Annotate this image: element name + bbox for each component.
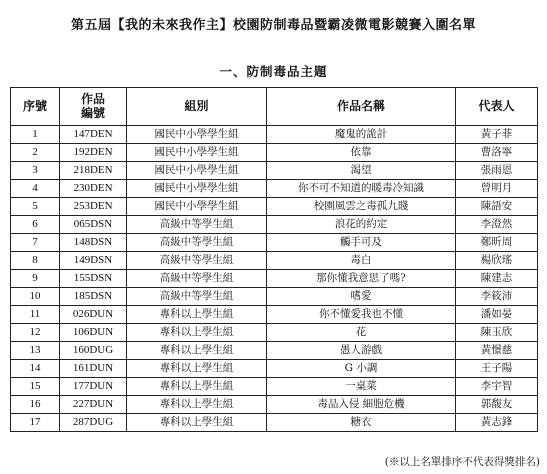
row-work-code: 148DSN [60, 234, 127, 252]
row-work-title: 觸手可及 [267, 234, 456, 252]
row-work-code: 149DSN [60, 252, 127, 270]
row-work-title: 花 [267, 324, 456, 342]
header-work-title: 作品名稱 [267, 88, 456, 126]
row-serial-number: 1 [11, 126, 60, 144]
row-representative: 潘如晏 [456, 306, 538, 324]
table-row [11, 234, 538, 252]
table-row [11, 126, 538, 144]
row-work-title: 糖衣 [267, 414, 456, 432]
row-work-title: 一桌菜 [267, 378, 456, 396]
row-serial-number: 11 [11, 306, 60, 324]
row-representative: 陳建志 [456, 270, 538, 288]
row-serial-number: 10 [11, 288, 60, 306]
row-group: 專科以上學生組 [127, 324, 267, 342]
row-work-title: 校園風雲之毒孤九賤 [267, 198, 456, 216]
row-work-code: 147DEN [60, 126, 127, 144]
row-serial-number: 12 [11, 324, 60, 342]
row-serial-number: 6 [11, 216, 60, 234]
row-group: 高級中等學生組 [127, 288, 267, 306]
row-work-code: 026DUN [60, 306, 127, 324]
row-work-code: 253DEN [60, 198, 127, 216]
table-row [11, 396, 538, 414]
section-title: 一、防制毒品主題 [219, 64, 328, 79]
row-work-title: 愚人游戲 [267, 342, 456, 360]
row-work-title: 那你懂我意思了嗎? [267, 270, 456, 288]
row-representative: 王子陽 [456, 360, 538, 378]
row-work-title: 毒品入侵 細胞危機 [267, 396, 456, 414]
table-row [11, 342, 538, 360]
header-work-code: 作品 編號 [60, 88, 127, 126]
table-row [11, 306, 538, 324]
row-work-title: 浪花的約定 [267, 216, 456, 234]
row-work-title: 你不懂愛我也不懂 [267, 306, 456, 324]
table-header [11, 88, 538, 126]
row-representative: 曾明月 [456, 180, 538, 198]
table-row [11, 288, 538, 306]
row-work-code: 218DEN [60, 162, 127, 180]
row-representative: 陳語安 [456, 198, 538, 216]
row-serial-number: 7 [11, 234, 60, 252]
row-representative: 曹洛寧 [456, 144, 538, 162]
table-row [11, 216, 538, 234]
row-work-code: 160DUG [60, 342, 127, 360]
row-representative: 李澄然 [456, 216, 538, 234]
header-representative: 代表人 [456, 88, 538, 126]
row-serial-number: 8 [11, 252, 60, 270]
table-body [11, 126, 538, 432]
row-representative: 陳玉欣 [456, 324, 538, 342]
row-work-code: 177DUN [60, 378, 127, 396]
finalist-table [10, 87, 538, 432]
row-representative: 黃子菲 [456, 126, 538, 144]
row-serial-number: 2 [11, 144, 60, 162]
row-serial-number: 17 [11, 414, 60, 432]
row-work-code: 192DEN [60, 144, 127, 162]
row-work-code: 227DUN [60, 396, 127, 414]
row-work-title: 毒白 [267, 252, 456, 270]
row-work-code: 185DSN [60, 288, 127, 306]
row-work-code: 155DSN [60, 270, 127, 288]
row-work-title: 你不可不知道的暖毒冷知識 [267, 180, 456, 198]
row-representative: 郭馥友 [456, 396, 538, 414]
row-group: 國民中小學學生組 [127, 126, 267, 144]
document-title: 第五屆【我的未來我作主】校園防制毒品暨霸凌微電影競賽入圍名單 [70, 18, 476, 33]
row-representative: 張雨恩 [456, 162, 538, 180]
row-work-title: 嗜愛 [267, 288, 456, 306]
row-group: 高級中等學生組 [127, 252, 267, 270]
row-group: 國民中小學學生組 [127, 162, 267, 180]
row-group: 專科以上學生組 [127, 414, 267, 432]
row-representative: 李筱沛 [456, 288, 538, 306]
row-work-title: 依靠 [267, 144, 456, 162]
table-row [11, 270, 538, 288]
row-serial-number: 3 [11, 162, 60, 180]
header-group: 組別 [127, 88, 267, 126]
row-group: 專科以上學生組 [127, 396, 267, 414]
table-row [11, 180, 538, 198]
row-group: 專科以上學生組 [127, 342, 267, 360]
row-serial-number: 15 [11, 378, 60, 396]
row-group: 高級中等學生組 [127, 234, 267, 252]
row-group: 國民中小學學生組 [127, 144, 267, 162]
table-row [11, 414, 538, 432]
row-serial-number: 5 [11, 198, 60, 216]
row-group: 專科以上學生組 [127, 360, 267, 378]
row-work-code: 287DUG [60, 414, 127, 432]
table-row [11, 198, 538, 216]
header-row [11, 88, 538, 126]
row-work-title: 魔鬼的詭計 [267, 126, 456, 144]
row-group: 國民中小學學生組 [127, 198, 267, 216]
row-serial-number: 9 [11, 270, 60, 288]
footnote: (※以上名單排序不代表得獎排名) [384, 456, 540, 468]
row-representative: 黃憬慈 [456, 342, 538, 360]
row-work-title: G 小調 [267, 360, 456, 378]
table-row [11, 144, 538, 162]
table-row [11, 360, 538, 378]
row-work-code: 230DEN [60, 180, 127, 198]
row-work-code: 106DUN [60, 324, 127, 342]
table-row [11, 324, 538, 342]
row-serial-number: 4 [11, 180, 60, 198]
row-work-title: 渴望 [267, 162, 456, 180]
row-representative: 楊欣瑤 [456, 252, 538, 270]
row-representative: 鄭昕周 [456, 234, 538, 252]
table-row [11, 378, 538, 396]
row-serial-number: 14 [11, 360, 60, 378]
row-serial-number: 13 [11, 342, 60, 360]
header-serial-number: 序號 [11, 88, 60, 126]
row-group: 專科以上學生組 [127, 378, 267, 396]
table-row [11, 162, 538, 180]
row-representative: 李宇智 [456, 378, 538, 396]
row-representative: 黃志鋒 [456, 414, 538, 432]
table-row [11, 252, 538, 270]
row-group: 國民中小學學生組 [127, 180, 267, 198]
row-group: 高級中等學生組 [127, 216, 267, 234]
row-serial-number: 16 [11, 396, 60, 414]
row-work-code: 161DUN [60, 360, 127, 378]
row-work-code: 065DSN [60, 216, 127, 234]
row-group: 專科以上學生組 [127, 306, 267, 324]
row-group: 高級中等學生組 [127, 270, 267, 288]
